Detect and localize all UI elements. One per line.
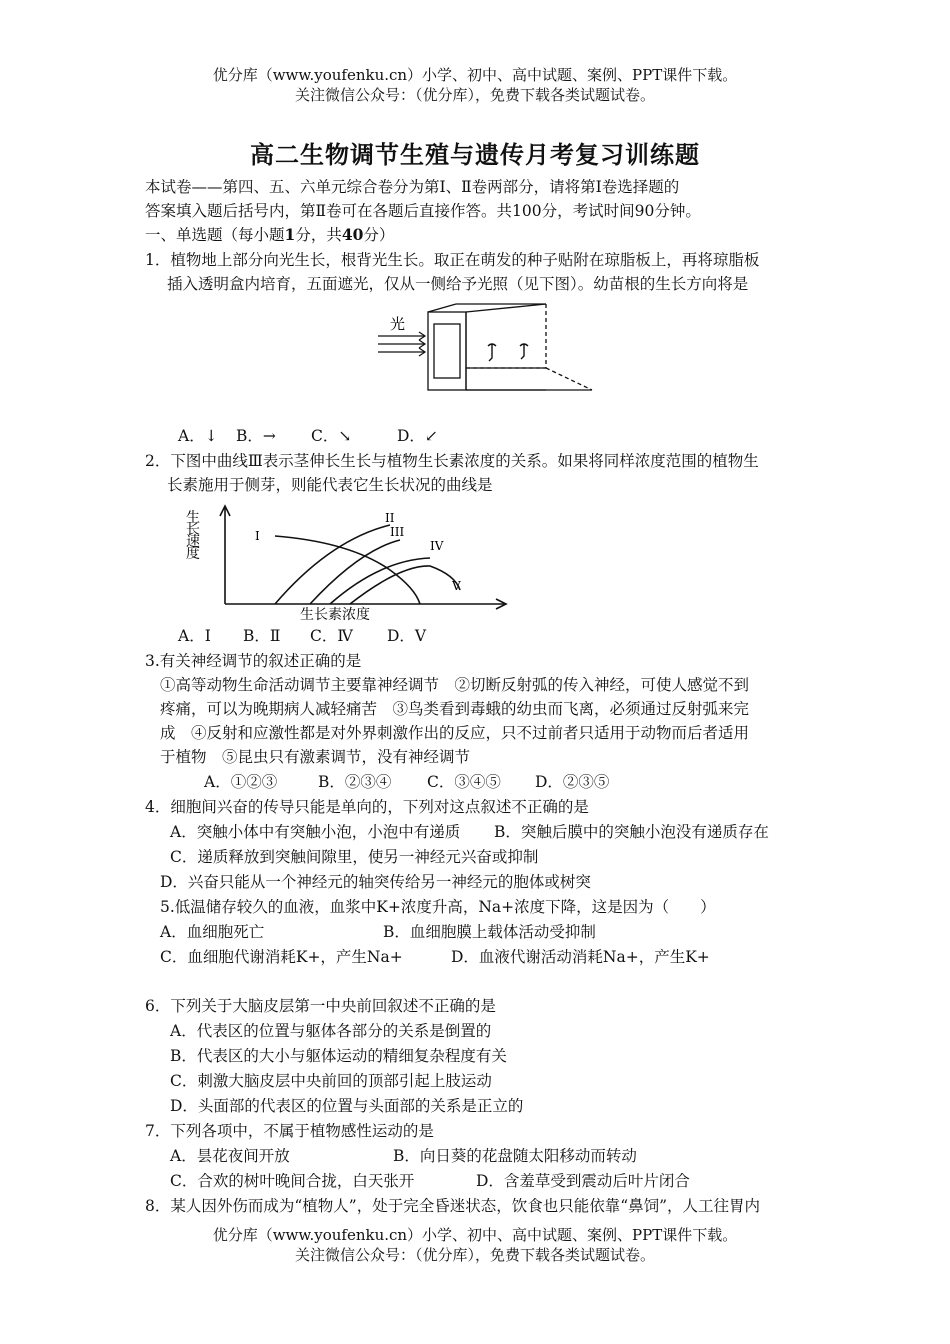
q4-option-d: D．兴奋只能从一个神经元的轴突传给另一神经元的胞体或树突 [160, 873, 591, 891]
q2-curve-IV [330, 558, 430, 604]
q7-option-d: D．含羞草受到震动后叶片闭合 [476, 1172, 690, 1190]
q7-option-c: C．合欢的树叶晚间合拢，白天张开 [170, 1172, 415, 1190]
q2-curve-II [275, 525, 390, 604]
q3-line-1: 3.有关神经调节的叙述正确的是 [145, 652, 362, 670]
q5-option-b: B．血细胞膜上载体活动受抑制 [383, 923, 596, 941]
q2-option-a: A．Ⅰ [178, 627, 211, 645]
section-points-total: 40 [341, 225, 364, 244]
intro-line-1: 本试卷——第四、五、六单元综合卷分为第Ⅰ、Ⅱ卷两部分，请将第Ⅰ卷选择题的 [145, 178, 680, 196]
q1-option-d: D．↙ [397, 427, 438, 445]
q1-option-a: A．↓ [178, 427, 218, 445]
q1-seedlings [488, 344, 528, 361]
intro-line-2: 答案填入题后括号内，第Ⅱ卷可在各题后直接作答。共100分，考试时间90分钟。 [145, 202, 701, 220]
q2-curve-label-I: I [255, 529, 260, 543]
header-line-2: 关注微信公众号：（优分库），免费下载各类试题试卷。 [294, 86, 655, 104]
q4-option-b: B．突触后膜中的突触小泡没有递质存在 [494, 823, 769, 841]
q5-line-1: 5.低温储存较久的血液，血浆中K+浓度升高，Na+浓度下降，这是因为（ ） [160, 898, 716, 916]
q2-curve-label-V: V [452, 579, 461, 593]
footer-line-2: 关注微信公众号：（优分库），免费下载各类试题试卷。 [294, 1246, 655, 1264]
q2-option-b: B．Ⅱ [243, 627, 281, 645]
q2-x-label: 生长素浓度 [300, 607, 370, 622]
q3-line-3: 疼痛，可以为晚期病人减轻痛苦 ③鸟类看到毒蛾的幼虫而飞离，必须通过反射弧来完 [160, 700, 750, 718]
q3-line-5: 于植物 ⑤昆虫只有激素调节，没有神经调节 [160, 748, 471, 766]
q1-box [428, 304, 592, 390]
section-prefix: 一、单选题（每小题 [145, 226, 285, 244]
q5-option-d: D．血液代谢活动消耗Na+，产生K+ [451, 948, 710, 966]
q1-figure-light-label: 光 [390, 315, 406, 333]
q6-option-d: D．头面部的代表区的位置与头面部的关系是正立的 [170, 1097, 524, 1115]
q2-y-label-2: 长 [186, 522, 200, 538]
q1-light-arrows [378, 332, 425, 356]
q2-curve-III [310, 540, 400, 604]
q2-line-1: 2．下图中曲线Ⅲ表示茎伸长生长与植物生长素浓度的关系。如果将同样浓度范围的植物生 [145, 452, 759, 470]
section-points-each: 1 [284, 225, 296, 244]
q2-line-2: 长素施用于侧芽，则能代表它生长状况的曲线是 [167, 476, 493, 494]
q5-option-a: A．血细胞死亡 [160, 923, 265, 941]
section-suffix: 分） [363, 226, 395, 244]
q2-y-label-1: 生 [186, 510, 200, 526]
q1-option-c: C．↘ [311, 427, 352, 445]
q2-curve-label-III: III [390, 525, 405, 539]
q4-line-1: 4．细胞间兴奋的传导只能是单向的，下列对这点叙述不正确的是 [145, 798, 589, 816]
q6-option-c: C．刺激大脑皮层中央前回的顶部引起上肢运动 [170, 1072, 492, 1090]
q7-option-a: A．昙花夜间开放 [170, 1147, 290, 1165]
q1-option-b: B．→ [236, 427, 276, 445]
q7-line-1: 7．下列各项中，不属于植物感性运动的是 [145, 1122, 434, 1140]
q8-line-1: 8．某人因外伤而成为“植物人”，处于完全昏迷状态，饮食也只能依靠“鼻饲”，人工往胃内 [145, 1197, 761, 1215]
q2-curve-label-II: II [385, 511, 395, 525]
q4-option-c: C．递质释放到突触间隙里，使另一神经元兴奋或抑制 [170, 848, 539, 866]
q3-option-b: B．②③④ [318, 773, 392, 791]
q2-option-c: C．Ⅳ [310, 627, 353, 645]
q7-option-b: B．向日葵的花盘随太阳移动而转动 [393, 1147, 637, 1165]
q4-option-a: A．突触小体中有突触小泡，小泡中有递质 [170, 823, 461, 841]
q2-y-label-3: 速 [186, 534, 200, 550]
q3-option-c: C．③④⑤ [427, 773, 501, 791]
q3-line-2: ①高等动物生命活动调节主要靠神经调节 ②切断反射弧的传入神经，可使人感觉不到 [160, 676, 750, 694]
q2-option-d: D．Ⅴ [387, 627, 427, 645]
header-line-1: 优分库（www.youfenku.cn）小学、初中、高中试题、案例、PPT课件下载。 [212, 66, 738, 84]
footer-line-1: 优分库（www.youfenku.cn）小学、初中、高中试题、案例、PPT课件下载。 [212, 1226, 738, 1244]
q2-growth-chart [180, 500, 520, 622]
q6-line-1: 6．下列关于大脑皮层第一中央前回叙述不正确的是 [145, 997, 496, 1015]
section-heading [145, 224, 394, 246]
q1-line-1: 1．植物地上部分向光生长，根背光生长。取正在萌发的种子贴附在琼脂板上，再将琼脂板 [145, 251, 760, 269]
q3-line-4: 成 ④反射和应激性都是对外界刺激作出的反应，只不过前者只适用于动物而后者适用 [160, 724, 750, 742]
q1-light-box-figure [370, 302, 600, 402]
q2-y-label-4: 度 [186, 546, 200, 562]
q5-option-c: C．血细胞代谢消耗K+，产生Na+ [160, 948, 403, 966]
q6-option-b: B．代表区的大小与躯体运动的精细复杂程度有关 [170, 1047, 507, 1065]
q2-curve-V [350, 566, 460, 604]
section-mid: 分，共 [295, 226, 342, 244]
q3-option-d: D．②③⑤ [535, 773, 610, 791]
q6-option-a: A．代表区的位置与躯体各部分的关系是倒置的 [170, 1022, 492, 1040]
q2-curve-I [275, 536, 420, 604]
page-title: 高二生物调节生殖与遗传月考复习训练题 [250, 140, 700, 169]
q3-option-a: A．①②③ [204, 773, 278, 791]
q1-line-2: 插入透明盒内培育，五面遮光，仅从一侧给予光照（见下图）。幼苗根的生长方向将是 [167, 275, 749, 293]
q2-curve-label-IV: IV [430, 539, 444, 553]
